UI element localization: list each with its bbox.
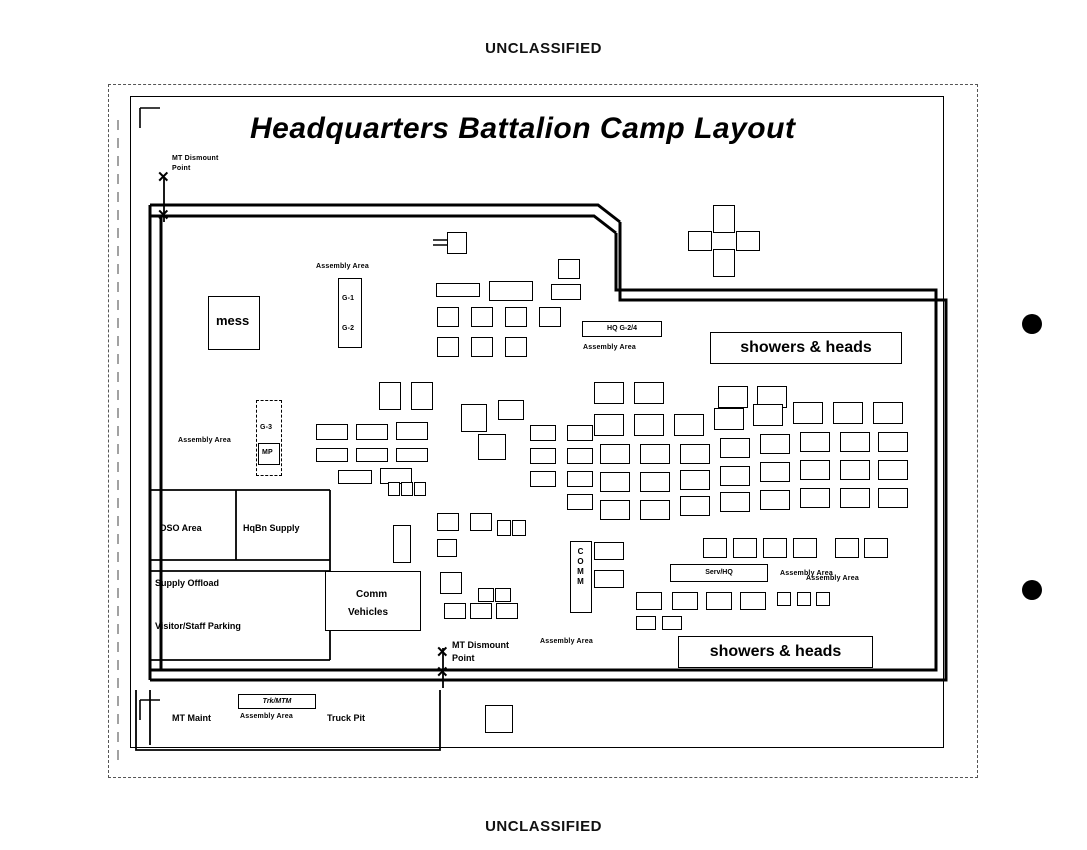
structure-box: [567, 425, 593, 441]
g3-label: G-3: [260, 424, 273, 431]
trk-mtm-box: Trk/MTM: [238, 694, 316, 709]
structure-box: [567, 448, 593, 464]
structure-box: [760, 490, 790, 510]
structure-box: [530, 448, 556, 464]
structure-box: [356, 448, 388, 462]
g1-g2-block: [338, 278, 362, 348]
structure-box: [800, 488, 830, 508]
structure-box: [840, 432, 870, 452]
serv-hq-box: Serv/HQ: [670, 564, 768, 582]
structure-box: [840, 488, 870, 508]
structure-box: [393, 525, 411, 563]
structure-box: [567, 494, 593, 510]
structure-box: [878, 432, 908, 452]
comm-label: COMM: [576, 547, 585, 587]
structure-box: [316, 448, 348, 462]
mt-dismount-point-bottom-label-line1: MT Dismount: [452, 640, 509, 650]
structure-box: [436, 283, 480, 297]
assembly-area-label-right: Assembly Area: [806, 575, 859, 582]
structure-box: [444, 603, 466, 619]
mt-dismount-point-top-label-line2: Point: [172, 165, 191, 172]
structure-box: [530, 471, 556, 487]
structure-box: [600, 500, 630, 520]
hqbn-supply-label: HqBn Supply: [243, 523, 300, 533]
punch-hole-dot-upper: [1022, 314, 1042, 334]
structure-box: [662, 616, 682, 630]
structure-box: [567, 471, 593, 487]
structure-box: [703, 538, 727, 558]
mess-label: mess: [216, 313, 250, 328]
structure-box: [594, 414, 624, 436]
hq-g24-box: HQ G-2/4: [582, 321, 662, 337]
structure-box: [835, 538, 859, 558]
structure-box: [640, 472, 670, 492]
structure-box: [634, 414, 664, 436]
structure-box: [594, 542, 624, 560]
structure-box: [674, 414, 704, 436]
structure-box: [736, 231, 760, 251]
showers-heads-lower: showers & heads: [678, 636, 873, 668]
structure-box: [714, 408, 744, 430]
structure-box: [478, 434, 506, 460]
structure-box: [396, 448, 428, 462]
structure-box: [470, 603, 492, 619]
structure-box: [873, 402, 903, 424]
structure-box: [496, 603, 518, 619]
comm-vehicles-box: [325, 571, 421, 631]
structure-box: [411, 382, 433, 410]
structure-box: [634, 382, 664, 404]
structure-box: [636, 616, 656, 630]
structure-box: [680, 496, 710, 516]
structure-box: [840, 460, 870, 480]
structure-box: [720, 466, 750, 486]
structure-box: [396, 422, 428, 440]
structure-box: [640, 444, 670, 464]
structure-box: [505, 337, 527, 357]
classification-banner-top: UNCLASSIFIED: [485, 40, 602, 57]
structure-box: [558, 259, 580, 279]
structure-box: [512, 520, 526, 536]
structure-box: [437, 539, 457, 557]
structure-box: [793, 402, 823, 424]
structure-box: [594, 570, 624, 588]
comm-vehicles-label-line1: Comm: [356, 589, 388, 600]
mt-dismount-point-bottom-label-line2: Point: [452, 653, 475, 663]
structure-box: [379, 382, 401, 410]
structure-box: [316, 424, 348, 440]
structure-box: [753, 404, 783, 426]
structure-box: [833, 402, 863, 424]
structure-box: [680, 470, 710, 490]
structure-box: [530, 425, 556, 441]
structure-box: [878, 488, 908, 508]
dismount-x-mark-top-lower: ✕: [157, 207, 170, 224]
structure-box: [672, 592, 698, 610]
structure-box: [437, 307, 459, 327]
punch-hole-dot-lower: [1022, 580, 1042, 600]
structure-box: [800, 432, 830, 452]
visitor-staff-parking-label: Visitor/Staff Parking: [155, 621, 241, 631]
structure-box: [864, 538, 888, 558]
structure-box: [471, 307, 493, 327]
structure-box: [414, 482, 426, 496]
structure-box: [680, 444, 710, 464]
structure-box: [718, 386, 748, 408]
structure-box: [338, 470, 372, 484]
structure-box: [793, 538, 817, 558]
structure-box: [636, 592, 662, 610]
classification-banner-bottom: UNCLASSIFIED: [485, 818, 602, 835]
structure-box: [437, 337, 459, 357]
structure-box: [388, 482, 400, 496]
mt-dismount-point-top-label-line1: MT Dismount: [172, 155, 219, 162]
structure-box: [489, 281, 533, 301]
structure-box: [594, 382, 624, 404]
assembly-area-label-hq: Assembly Area: [583, 344, 636, 351]
assembly-area-label-comm: Assembly Area: [540, 638, 593, 645]
structure-box: [437, 513, 459, 531]
g2-label: G-2: [342, 325, 355, 332]
structure-box: [733, 538, 757, 558]
structure-box: [551, 284, 581, 300]
structure-box: [760, 434, 790, 454]
structure-box: [478, 588, 494, 602]
structure-box: [495, 588, 511, 602]
trk-assembly-area-label: Assembly Area: [240, 713, 293, 720]
structure-box: [485, 705, 513, 733]
structure-box: [600, 472, 630, 492]
mt-maint-label: MT Maint: [172, 713, 211, 723]
structure-box: [800, 460, 830, 480]
structure-box: [356, 424, 388, 440]
comm-vehicles-label-line2: Vehicles: [348, 607, 389, 618]
structure-box: [539, 307, 561, 327]
structure-box: [470, 513, 492, 531]
structure-box: [777, 592, 791, 606]
structure-box: [713, 205, 735, 233]
structure-box: [440, 572, 462, 594]
structure-box: [797, 592, 811, 606]
supply-offload-label: Supply Offload: [155, 578, 219, 588]
dso-area-label: DSO Area: [160, 523, 202, 533]
structure-box: [763, 538, 787, 558]
structure-box: [740, 592, 766, 610]
structure-box: [497, 520, 511, 536]
structure-box: [640, 500, 670, 520]
structure-box: [816, 592, 830, 606]
dismount-x-mark-top-upper: ✕: [157, 169, 170, 186]
dismount-x-mark-bottom-lower: ✕: [436, 664, 449, 681]
truck-pit-label: Truck Pit: [327, 713, 366, 723]
assembly-area-label-serv: Assembly Area: [780, 570, 833, 577]
structure-box: [505, 307, 527, 327]
structure-box: [720, 438, 750, 458]
structure-box: [447, 232, 467, 254]
structure-box: [401, 482, 413, 496]
showers-heads-upper: showers & heads: [710, 332, 902, 364]
mp-label: MP: [262, 449, 273, 456]
structure-box: [760, 462, 790, 482]
assembly-area-label-left: Assembly Area: [178, 437, 231, 444]
structure-box: [471, 337, 493, 357]
page-title: Headquarters Battalion Camp Layout: [250, 112, 796, 145]
g1-label: G-1: [342, 295, 355, 302]
structure-box: [461, 404, 487, 432]
structure-box: [600, 444, 630, 464]
structure-box: [878, 460, 908, 480]
structure-box: [720, 492, 750, 512]
assembly-area-label-g1g2: Assembly Area: [316, 263, 369, 270]
structure-box: [498, 400, 524, 420]
structure-box: [713, 249, 735, 277]
structure-box: [688, 231, 712, 251]
dismount-x-mark-bottom-upper: ✕: [436, 644, 449, 661]
structure-box: [706, 592, 732, 610]
